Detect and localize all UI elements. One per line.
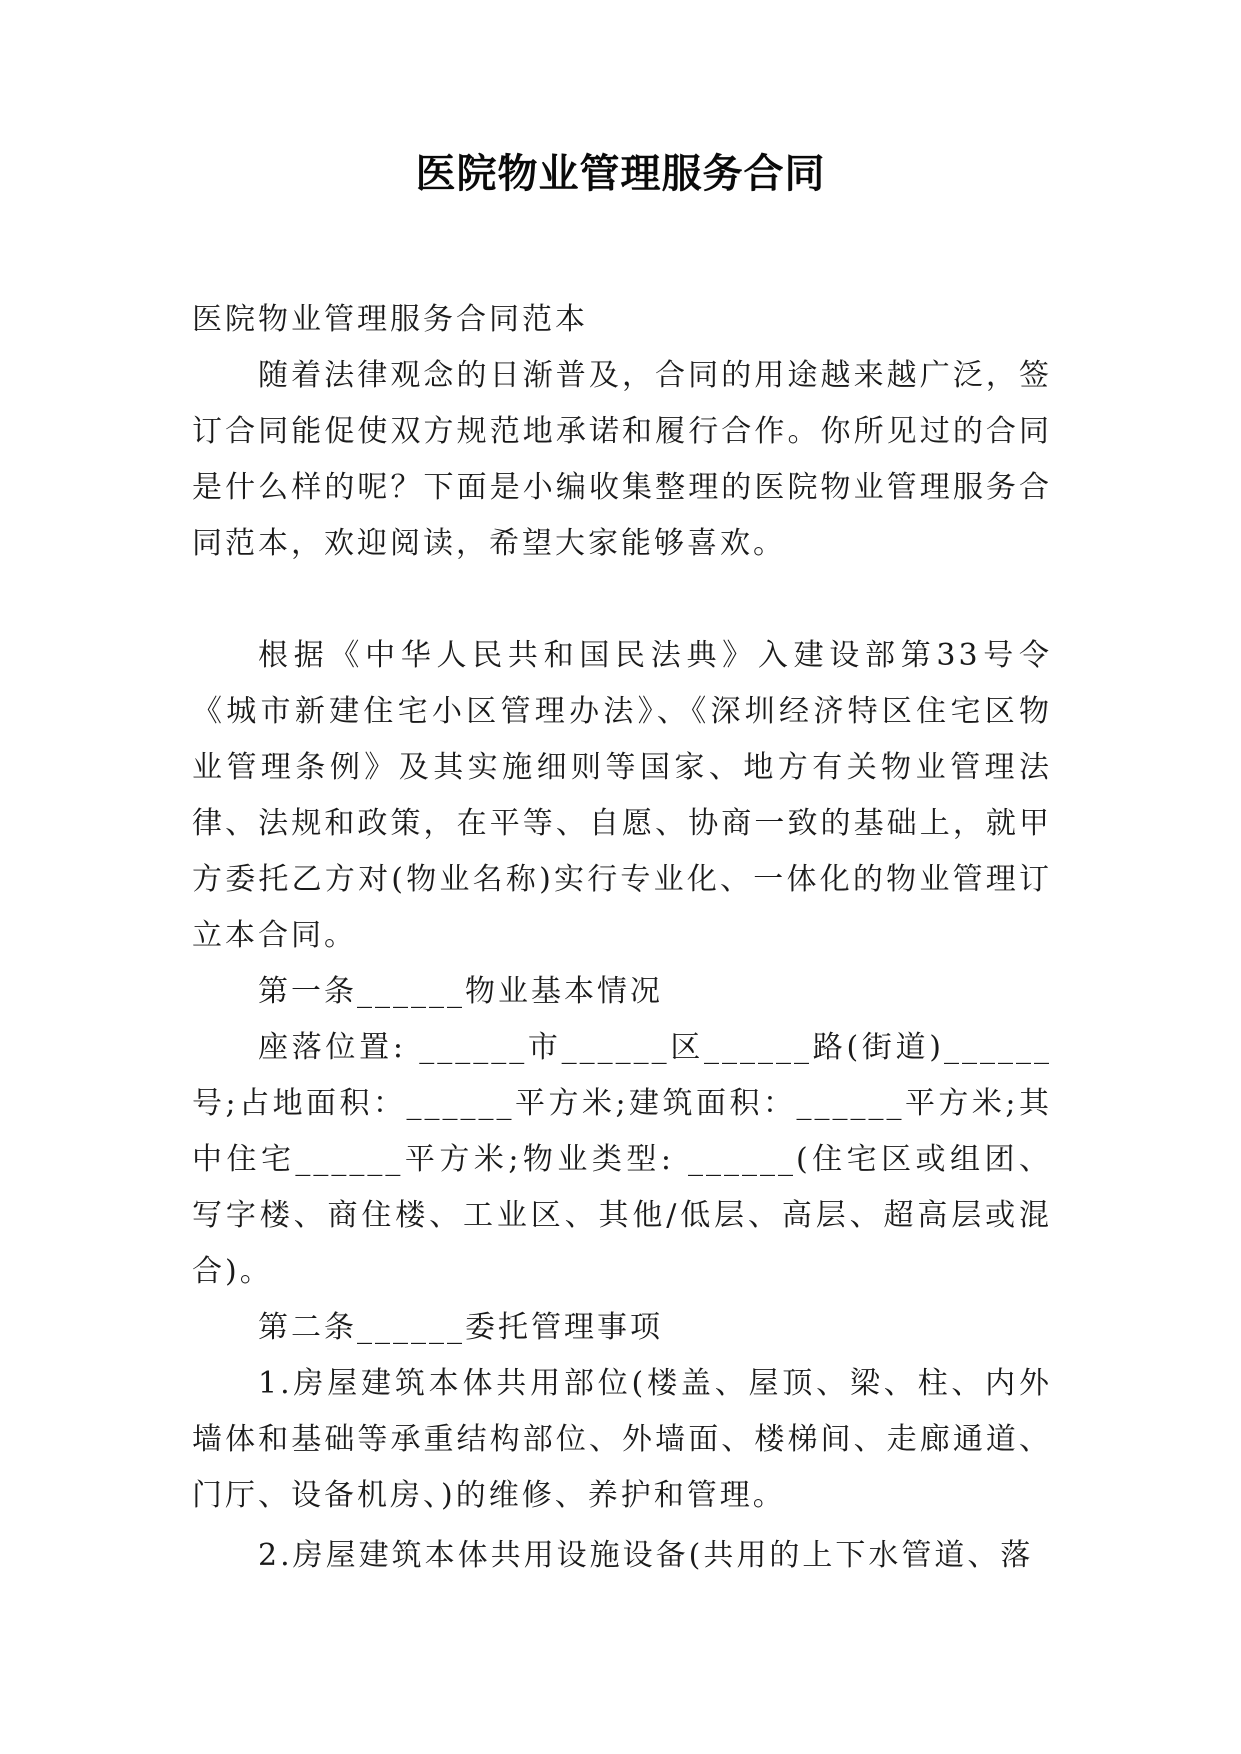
intro-paragraph: 随着法律观念的日渐普及，合同的用途越来越广泛，签订合同能促使双方规范地承诺和履行合作。你所见过的合同是什么样的呢？下面是小编收集整理的医院物业管理服务合同范本，欢迎阅读，希望大家能够喜欢。 <box>192 358 1052 561</box>
subtitle-paragraph: 医院物业管理服务合同范本 <box>192 302 588 337</box>
document-title: 医院物业管理服务合同 <box>415 150 826 197</box>
article-2-heading: 第二条______委托管理事项 <box>258 1310 663 1345</box>
article-1-heading: 第一条______物业基本情况 <box>258 974 663 1009</box>
legal-basis-paragraph: 根据《中华人民共和国民法典》入建设部第33号令《城市新建住宅小区管理办法》、《深圳经济特区住宅区物业管理条例》及其实施细则等国家、地方有关物业管理法律、法规和政策，在平等、自愿、协商一致的基础上，就甲方委托乙方对(物业名称)实行专业化、一体化的物业管理订立本合同。 <box>192 638 1052 953</box>
item-2-paragraph: 2.房屋建筑本体共用设施设备(共用的上下水管道、落 <box>258 1538 1034 1573</box>
document-body <box>192 292 1052 1584</box>
item-1-paragraph: 1.房屋建筑本体共用部位(楼盖、屋顶、梁、柱、内外墙体和基础等承重结构部位、外墙面、楼梯间、走廊通道、门厅、设备机房、)的维修、养护和管理。 <box>192 1366 1052 1513</box>
property-info-paragraph: 座落位置: ______市______区______路(街道)______号;占地面积：______平方米;建筑面积：______平方米;其中住宅______平方米;物业类型: ______(住宅区或组团、写字楼、商住楼、工业区、其他/低层、高层、超高层或混合)。 <box>192 1030 1052 1289</box>
